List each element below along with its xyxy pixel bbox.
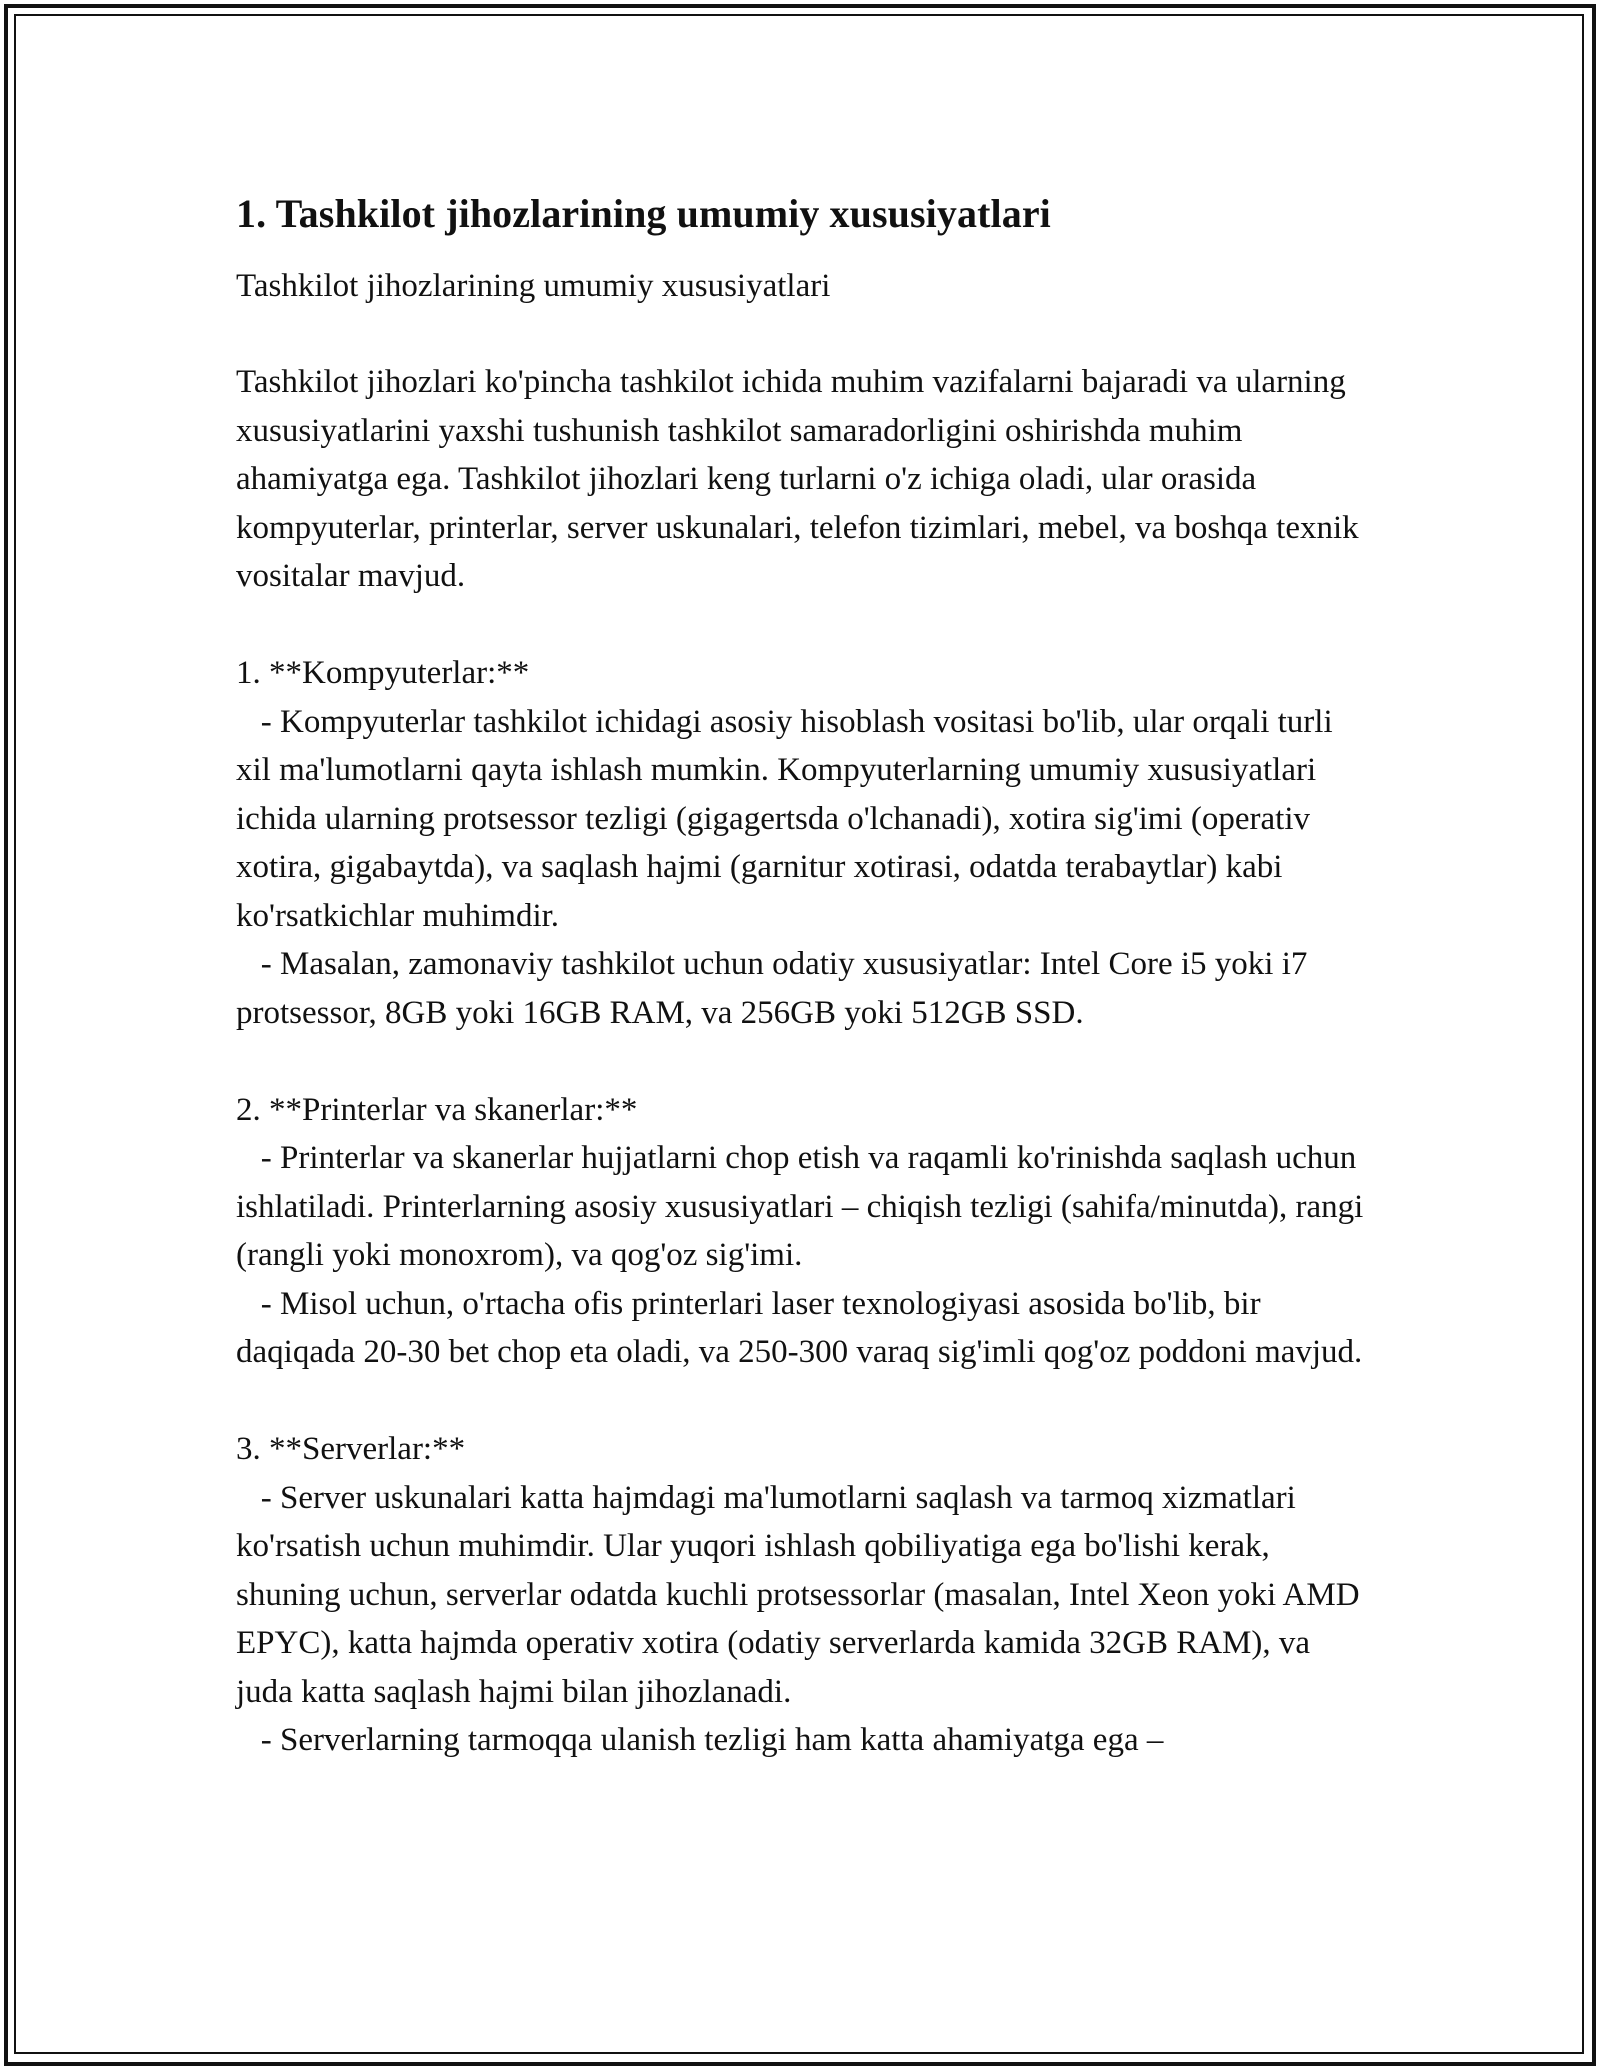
section-bullet: - Masalan, zamonaviy tashkilot uchun odatiy xususiyatlar: Intel Core i5 yoki i7 protsessor, 8GB yoki 16GB RAM, va 256GB yoki 512GB SSD. — [236, 946, 1316, 1031]
section-bullet: - Serverlarning tarmoqqa ulanish tezligi ham katta ahamiyatga ega – — [236, 1722, 1164, 1758]
document-heading: 1. Tashkilot jihozlarining umumiy xususiyatlari — [236, 191, 1051, 236]
section-title: 1. **Kompyuterlar:** — [236, 655, 530, 691]
section-printerlar — [236, 1086, 1372, 1377]
section-bullet: - Kompyuterlar tashkilot ichidagi asosiy hisoblash vositasi bo'lib, ular orqali turli xil ma'lumotlarni qayta ishlash mumkin. Kompyuterlarning umumiy xususiyatlari ichida ularning protsessor tezligi (gigagertsda o'lchanadi), xotira sig'imi (operativ xotira, gigabaytda), va saqlash hajmi (garnitur xotirasi, odatda terabaytlar) kabi ko'rsatkichlar muhimdir. — [236, 703, 1341, 934]
section-bullet: - Misol uchun, o'rtacha ofis printerlari laser texnologiyasi asosida bo'lib, bir daqiqada 20-30 bet chop eta oladi, va 250-300 varaq sig'imli qog'oz poddoni mavjud. — [236, 1285, 1363, 1370]
section-bullet: - Printerlar va skanerlar hujjatlarni chop etish va raqamli ko'rinishda saqlash uchun ishlatiladi. Printerlarning asosiy xususiyatlari – chiqish tezligi (sahifa/minutda), rangi (rangli yoki monoxrom), va qog'oz sig'imi. — [236, 1140, 1372, 1273]
section-serverlar — [236, 1425, 1366, 1765]
document-subtitle: Tashkilot jihozlarining umumiy xususiyatlari — [236, 268, 831, 304]
section-bullet: - Server uskunalari katta hajmdagi ma'lumotlarni saqlash va tarmoq xizmatlari ko'rsatish uchun muhimdir. Ular yuqori ishlash qobiliyatiga ega bo'lishi kerak, shuning uchun, serverlar odatda kuchli protsessorlar (masalan, Intel Xeon yoki AMD EPYC), katta hajmda operativ xotira (odatiy serverlarda kamida 32GB RAM), va juda katta saqlash hajmi bilan jihozlanadi. — [236, 1479, 1368, 1710]
intro-paragraph: Tashkilot jihozlari ko'pincha tashkilot ichida muhim vazifalarni bajaradi va ularning xususiyatlarini yaxshi tushunish tashkilot samaradorligini oshirishda muhim ahamiyatga ega. Tashkilot jihozlari keng turlarni o'z ichiga oladi, ular orasida kompyuterlar, printerlar, server uskunalari, telefon tizimlari, mebel, va boshqa texnik vositalar mavjud. — [236, 364, 1367, 594]
section-title: 2. **Printerlar va skanerlar:** — [236, 1091, 638, 1128]
section-title: 3. **Serverlar:** — [236, 1431, 466, 1467]
document-page — [236, 186, 1372, 1765]
section-kompyuterlar — [236, 649, 1366, 1037]
